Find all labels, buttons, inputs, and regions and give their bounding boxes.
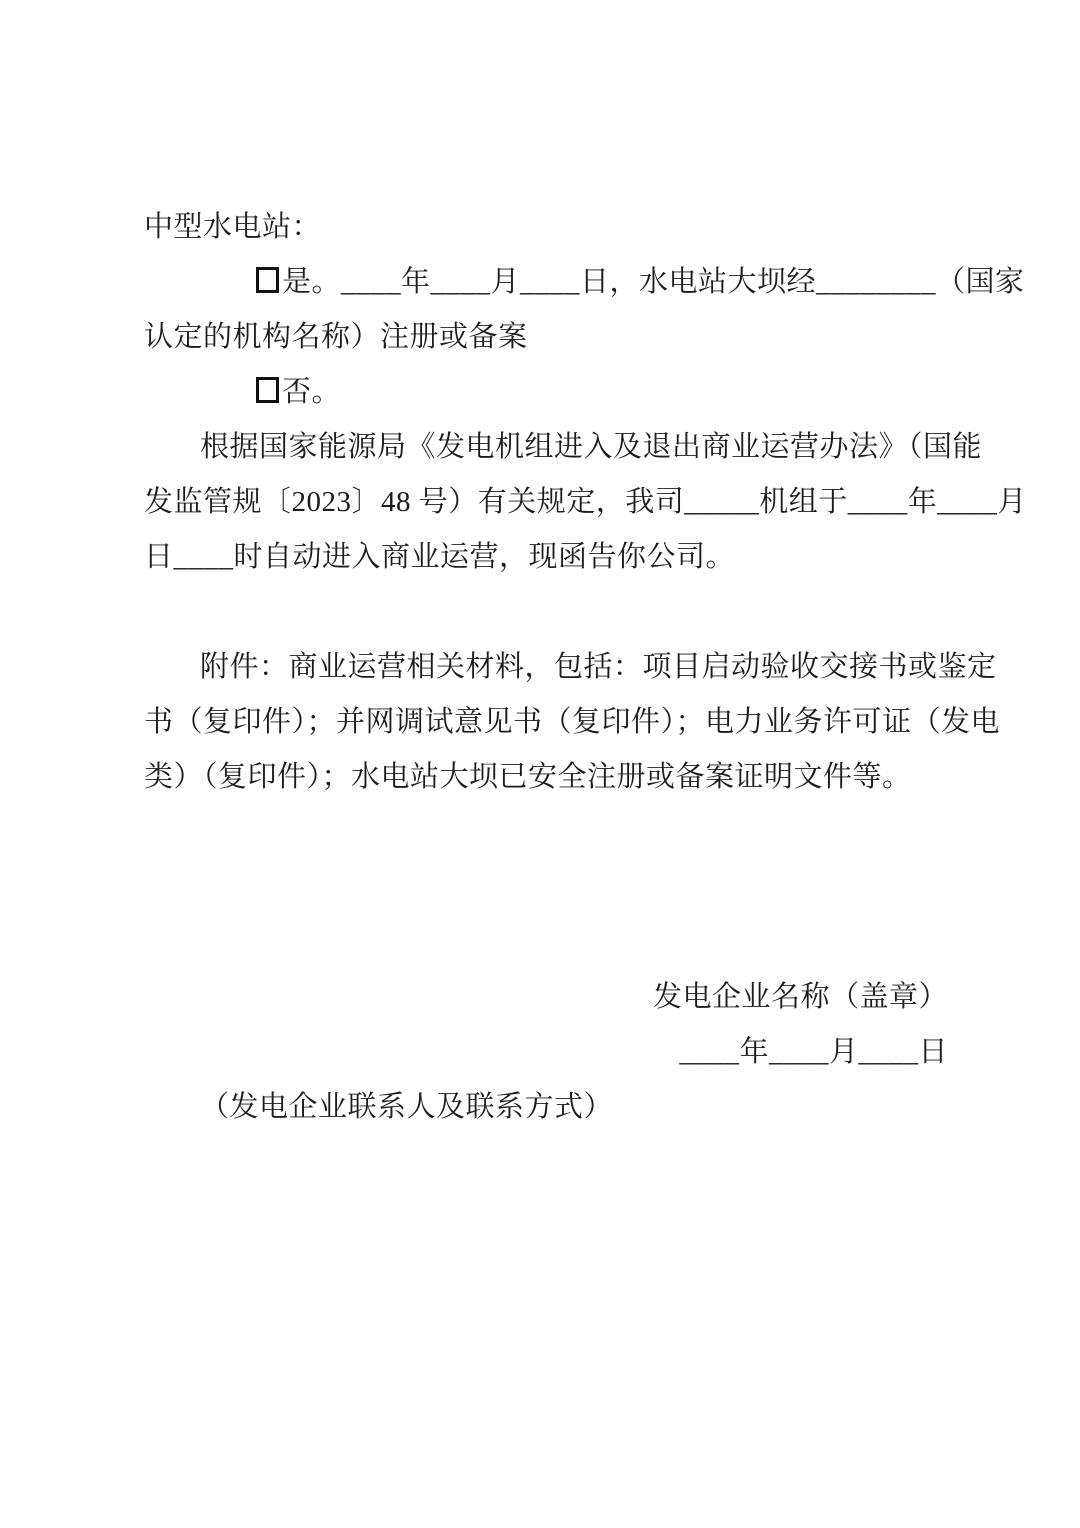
regulation-paragraph-line1: 根据国家能源局《发电机组进入及退出商业运营办法》（国能 <box>200 431 983 463</box>
spacer <box>144 805 962 860</box>
signature-company-line: 发电企业名称（盖章） <box>652 981 948 1013</box>
attachment-paragraph-line2: 书（复印件）；并网调试意见书（复印件）；电力业务许可证（发电 <box>144 706 1001 738</box>
option-yes-text: 是。____年____月____日，水电站大坝经________（国家 <box>282 266 1025 298</box>
option-no-text: 否。 <box>282 376 342 408</box>
spacer <box>144 915 962 970</box>
option-yes-line <box>144 255 1025 310</box>
signature-date-line: ____年____月____日 <box>679 1036 948 1068</box>
option-no-line <box>144 365 962 420</box>
regulation-paragraph-line2: 发监管规〔2023〕48 号）有关规定，我司_____机组于____年____月 <box>144 486 1027 518</box>
document-body <box>144 200 1027 1135</box>
station-type-label: 中型水电站： <box>144 211 322 243</box>
attachment-paragraph-line1: 附件：商业运营相关材料，包括：项目启动验收交接书或鉴定 <box>200 651 997 683</box>
attachment-paragraph-line3: 类）（复印件）；水电站大坝已安全注册或备案证明文件等。 <box>144 761 912 793</box>
spacer <box>144 860 962 915</box>
signature-contact-line: （发电企业联系人及联系方式） <box>200 1091 614 1123</box>
spacer <box>144 585 962 640</box>
checkbox-no-icon[interactable] <box>256 377 279 403</box>
checkbox-yes-icon[interactable] <box>256 267 279 293</box>
regulation-paragraph-line3: 日____时自动进入商业运营，现函告你公司。 <box>144 541 736 573</box>
option-yes-continuation: 认定的机构名称）注册或备案 <box>144 321 528 353</box>
